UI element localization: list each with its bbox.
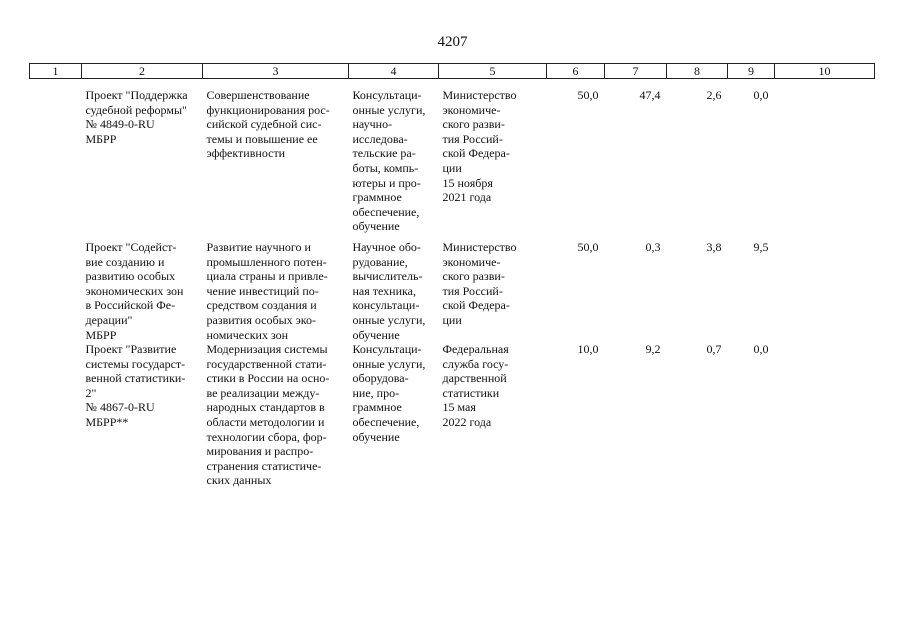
- cell-line: консультаци-: [352, 298, 420, 313]
- cell-line: Министерство: [442, 88, 517, 102]
- cell-value-7: 0,3: [645, 239, 661, 254]
- cell-line: системы государст-: [85, 356, 186, 371]
- cell-line: обеспечение,: [352, 204, 420, 219]
- cell-line: ютеры и про-: [352, 175, 421, 190]
- column-header: 3: [203, 64, 349, 79]
- cell-line: МБРР: [85, 131, 117, 146]
- cell-line: темы и повышение ее: [206, 131, 318, 146]
- cell-goal: [203, 234, 349, 342]
- cell-line: обучение: [352, 429, 400, 444]
- cell-line: Проект "Содейст-: [85, 239, 177, 254]
- cell-line: обеспечение,: [352, 415, 420, 430]
- cell-line: статистики: [442, 385, 500, 400]
- cell-line: оборудова-: [352, 371, 409, 386]
- cell-services: [349, 234, 439, 342]
- cell-line: чение инвестиций по-: [206, 283, 319, 298]
- cell-index: [30, 342, 82, 488]
- cell-line: Консультаци-: [352, 88, 422, 102]
- cell-line: развития особых эко-: [206, 312, 316, 327]
- cell-line: эффективности: [206, 146, 286, 161]
- cell-line: тия Россий-: [442, 131, 503, 146]
- cell-line: сийской судебной сис-: [206, 117, 322, 132]
- cell-line: исследова-: [352, 131, 408, 146]
- cell-line: народных стандартов в: [206, 400, 325, 415]
- cell-value-10: [775, 342, 875, 488]
- cell-line: 2022 года: [442, 415, 492, 430]
- cell-line: граммное: [352, 400, 402, 415]
- cell-line: экономиче-: [442, 254, 501, 269]
- cell-value-9: 0,0: [753, 342, 769, 357]
- cell-line: обучение: [352, 219, 400, 234]
- cell-line: промышленного потен-: [206, 254, 327, 269]
- cell-line: научно-: [352, 117, 393, 132]
- table-row: [30, 342, 875, 488]
- cell-line: ского разви-: [442, 269, 505, 284]
- cell-value-6: 50,0: [577, 239, 599, 254]
- cell-services: [349, 79, 439, 234]
- cell-line: № 4849-0-RU: [85, 117, 155, 132]
- cell-line: ских данных: [206, 473, 272, 488]
- table-row: [30, 79, 875, 234]
- cell-line: развитию особых: [85, 269, 176, 284]
- cell-line: 15 ноября: [442, 175, 493, 190]
- cell-value-9: 0,0: [753, 88, 769, 102]
- column-header: 4: [349, 64, 439, 79]
- cell-line: тия Россий-: [442, 283, 503, 298]
- cell-value-6: 50,0: [577, 88, 599, 102]
- cell-line: ции: [442, 312, 462, 327]
- cell-line: ции: [442, 160, 462, 175]
- cell-executor: [439, 234, 547, 342]
- cell-value-10: [775, 79, 875, 234]
- cell-line: стики в России на осно-: [206, 371, 330, 386]
- cell-line: ние, про-: [352, 385, 400, 400]
- cell-line: средством создания и: [206, 298, 317, 313]
- cell-line: странения статистиче-: [206, 458, 322, 473]
- cell-line: Модернизация системы: [206, 342, 328, 357]
- cell-executor: [439, 342, 547, 488]
- cell-line: технологии сбора, фор-: [206, 429, 327, 444]
- cell-project: [82, 79, 203, 234]
- cell-index: [30, 79, 82, 234]
- cell-line: мирования и распро-: [206, 444, 314, 459]
- cell-line: рудование,: [352, 254, 408, 269]
- cell-line: онные услуги,: [352, 312, 426, 327]
- column-header: 7: [605, 64, 667, 79]
- column-header: 8: [667, 64, 728, 79]
- cell-index: [30, 234, 82, 342]
- cell-line: экономических зон: [85, 283, 184, 298]
- cell-line: ской Федера-: [442, 146, 510, 161]
- cell-line: Научное обо-: [352, 239, 421, 254]
- header-row: [30, 64, 875, 79]
- cell-line: служба госу-: [442, 356, 509, 371]
- data-table: [29, 63, 875, 488]
- cell-line: ная техника,: [352, 283, 416, 298]
- cell-line: МБРР**: [85, 415, 129, 430]
- cell-line: Развитие научного и: [206, 239, 311, 254]
- column-header: 1: [30, 64, 82, 79]
- cell-line: 15 мая: [442, 400, 476, 415]
- cell-line: циала страны и привле-: [206, 269, 328, 284]
- cell-line: 2021 года: [442, 190, 492, 205]
- page-number: 4207: [437, 34, 468, 50]
- cell-value-10: [775, 234, 875, 342]
- cell-line: Консультаци-: [352, 342, 422, 357]
- table-row: [30, 234, 875, 342]
- cell-line: 2": [85, 385, 97, 400]
- cell-line: Проект "Развитие: [85, 342, 177, 357]
- cell-line: боты, компь-: [352, 160, 419, 175]
- cell-services: [349, 342, 439, 488]
- cell-line: МБРР: [85, 327, 117, 342]
- cell-line: онные услуги,: [352, 102, 426, 117]
- cell-line: обучение: [352, 327, 400, 342]
- cell-line: граммное: [352, 190, 402, 205]
- cell-line: Совершенствование: [206, 88, 310, 102]
- cell-goal: [203, 342, 349, 488]
- cell-line: онные услуги,: [352, 356, 426, 371]
- cell-line: ве реализации между-: [206, 385, 320, 400]
- cell-value-7: 47,4: [639, 88, 661, 102]
- cell-line: Министерство: [442, 239, 517, 254]
- column-header: 2: [82, 64, 203, 79]
- cell-line: функционирования рос-: [206, 102, 330, 117]
- cell-line: области методологии и: [206, 415, 325, 430]
- cell-value-6: 10,0: [577, 342, 599, 357]
- cell-line: дарственной: [442, 371, 507, 386]
- cell-value-8: 2,6: [706, 88, 722, 102]
- cell-line: судебной реформы": [85, 102, 187, 117]
- column-header: 9: [728, 64, 775, 79]
- cell-line: ской Федера-: [442, 298, 510, 313]
- cell-line: венной статистики-: [85, 371, 186, 386]
- cell-project: [82, 342, 203, 488]
- cell-line: экономиче-: [442, 102, 501, 117]
- column-header: 6: [547, 64, 605, 79]
- cell-line: в Российской Фе-: [85, 298, 176, 313]
- cell-line: Проект "Поддержка: [85, 88, 188, 102]
- cell-line: вие созданию и: [85, 254, 165, 269]
- cell-line: дерации": [85, 312, 133, 327]
- cell-line: ского разви-: [442, 117, 505, 132]
- cell-line: вычислитель-: [352, 269, 423, 284]
- cell-line: Федеральная: [442, 342, 509, 357]
- cell-value-9: 9,5: [753, 239, 769, 254]
- cell-line: номических зон: [206, 327, 289, 342]
- cell-project: [82, 234, 203, 342]
- cell-line: № 4867-0-RU: [85, 400, 155, 415]
- cell-goal: [203, 79, 349, 234]
- cell-value-7: 9,2: [645, 342, 661, 357]
- cell-value-8: 3,8: [706, 239, 722, 254]
- column-header: 5: [439, 64, 547, 79]
- cell-executor: [439, 79, 547, 234]
- cell-line: государственной стати-: [206, 356, 327, 371]
- column-header: 10: [775, 64, 875, 79]
- cell-line: тельские ра-: [352, 146, 416, 161]
- cell-value-8: 0,7: [706, 342, 722, 357]
